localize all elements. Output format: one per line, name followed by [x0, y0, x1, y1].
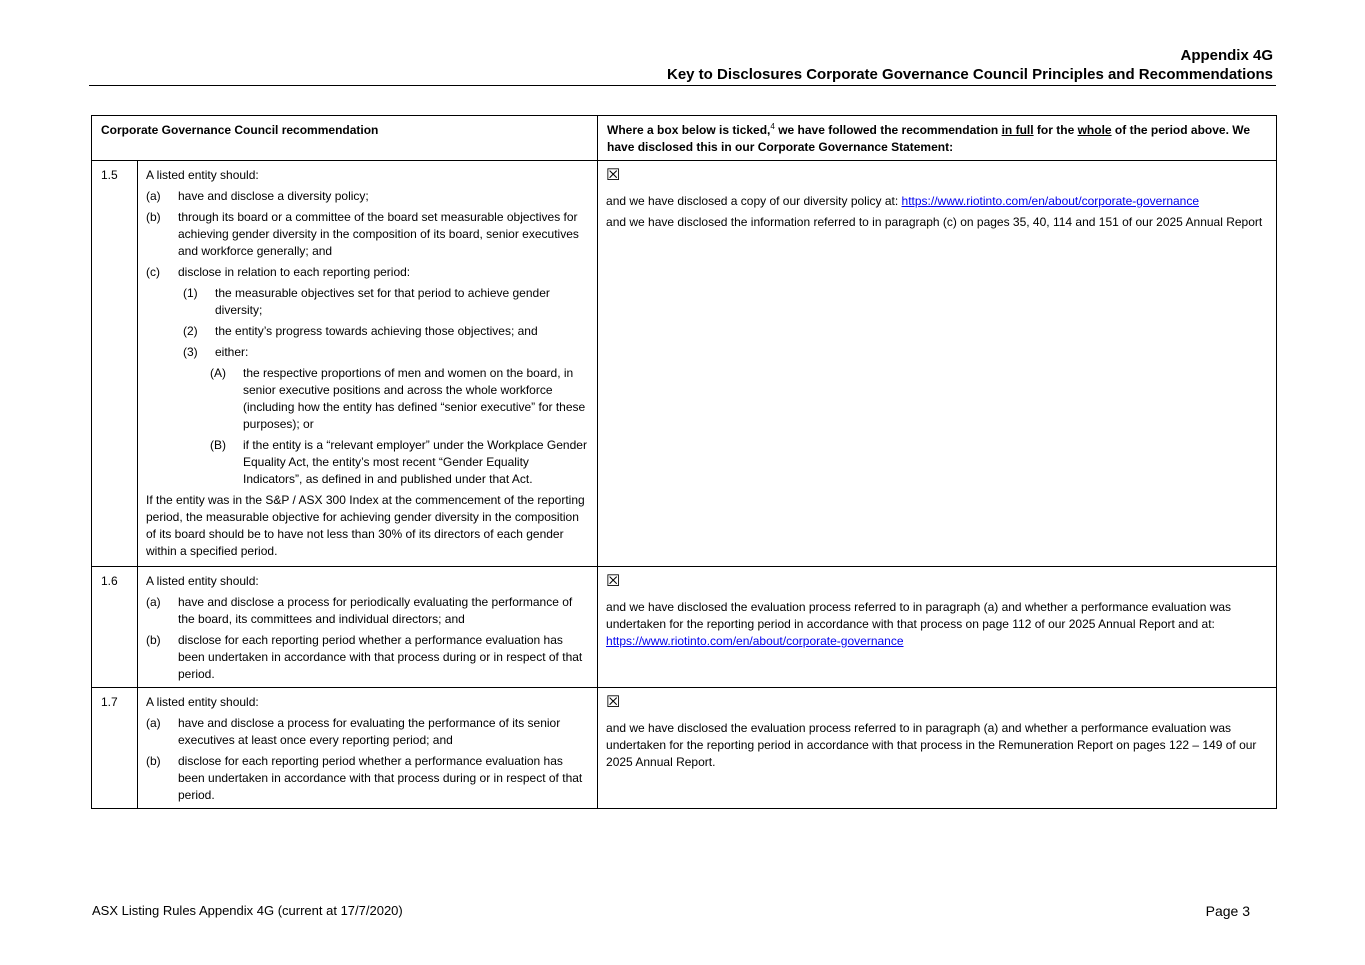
- sub-sub-list-item: (A) the respective proportions of men and women on the board, in senior executive positions and across the whole workforce (including how the entity has defined “senior executive” for these purposes); or: [210, 366, 586, 431]
- recommendation-text: [138, 161, 598, 567]
- corporate-governance-link[interactable]: https://www.riotinto.com/en/about/corporate-governance: [901, 194, 1200, 208]
- recommendation-column-header: Corporate Governance Council recommendation: [92, 116, 598, 161]
- checked-box-icon[interactable]: ☒: [606, 694, 621, 711]
- disclosure-column-header: Where a box below is ticked,$^4$ we have followed the recommendation in full for the whole of the period above. We have disclosed this in our Corporate Governance Statement:: [598, 116, 1277, 161]
- list-item: (b) disclose for each reporting period whether a performance evaluation has been undertaken in accordance with that process during or in respect of that period.: [146, 754, 583, 802]
- corporate-governance-link[interactable]: https://www.riotinto.com/en/about/corporate-governance: [606, 634, 904, 648]
- checked-box-icon[interactable]: ☒: [606, 573, 621, 590]
- footnote-marker: 4: [770, 122, 775, 131]
- checked-box-icon[interactable]: ☒: [606, 167, 621, 184]
- table-row: [92, 161, 1277, 567]
- list-item: (b) through its board or a committee of the board set measurable objectives for achieving gender diversity in the composition of its board, senior executives and workforce generally; and: [146, 210, 579, 258]
- disclosure-text: and we have disclosed the information referred to in paragraph (c) on pages 35, 40, 114 and 151 of our 2025 Annual Report: [606, 215, 1263, 229]
- disclosure-cell: [598, 161, 1277, 567]
- appendix-title: Appendix 4G: [1180, 47, 1273, 64]
- sub-sub-list-item: (B) if the entity is a “relevant employer” under the Workplace Gender Equality Act, the entity’s most recent “Gender Equality Indicators”, as defined in and published under that Act.: [210, 438, 587, 486]
- sub-list-item: (1) the measurable objectives set for that period to achieve gender diversity;: [183, 286, 550, 317]
- list-item: (a) have and disclose a process for periodically evaluating the performance of the board, its committees and individual directors; and: [146, 595, 573, 626]
- recommendation-intro: A listed entity should:: [146, 695, 259, 709]
- recommendation-text: [138, 688, 598, 809]
- table-row: [92, 567, 1277, 688]
- recommendation-intro: A listed entity should:: [146, 574, 259, 588]
- disclosure-cell: [598, 688, 1277, 809]
- disclosure-table: [91, 115, 1277, 809]
- recommendation-number: 1.7: [92, 688, 138, 809]
- header-divider: [89, 85, 1276, 86]
- page-number: Page 3: [1205, 903, 1250, 919]
- recommendation-intro: A listed entity should:: [146, 168, 259, 182]
- list-item: (b) disclose for each reporting period whether a performance evaluation has been undertaken in accordance with that process during or in respect of that period.: [146, 633, 583, 681]
- disclosure-text: and we have disclosed the evaluation process referred to in paragraph (a) and whether a performance evaluation was undertaken for the reporting period in accordance with that process in the Remuneration Report on pages 122 – 149 of our 2025 Annual Report.: [606, 721, 1257, 769]
- sub-list-item: (2) the entity’s progress towards achieving those objectives; and: [183, 324, 538, 338]
- list-item: (a) have and disclose a process for evaluating the performance of its senior executives at least once every reporting period; and: [146, 716, 561, 747]
- list-item: (c) disclose in relation to each reporting period:: [146, 265, 411, 279]
- disclosure-text: and we have disclosed the evaluation process referred to in paragraph (a) and whether a performance evaluation was undertaken for the reporting period in accordance with that process on page 112 of our 2025 Annual Report and at: https://www.riotinto.com/en/about/corporate-governance: [606, 600, 1232, 648]
- list-item: (a) have and disclose a diversity policy;: [146, 189, 369, 203]
- recommendation-number: 1.5: [92, 161, 138, 567]
- table-row: [92, 688, 1277, 809]
- disclosure-cell: [598, 567, 1277, 688]
- disclosure-text: and we have disclosed a copy of our diversity policy at: https://www.riotinto.com/en/about/corporate-governance: [606, 194, 1200, 208]
- sub-list-item: (3) either:: [183, 345, 249, 359]
- footer-source: ASX Listing Rules Appendix 4G (current at 17/7/2020): [92, 903, 403, 918]
- table-header-row: [92, 116, 1277, 161]
- recommendation-number: 1.6: [92, 567, 138, 688]
- recommendation-text: [138, 567, 598, 688]
- recommendation-closing: If the entity was in the S&P / ASX 300 Index at the commencement of the reporting period, the measurable objective for achieving gender diversity in the composition of its board should be to have not less than 30% of its directors of each gender within a specified period.: [146, 493, 585, 558]
- document-subtitle: Key to Disclosures Corporate Governance Council Principles and Recommendations: [667, 66, 1273, 83]
